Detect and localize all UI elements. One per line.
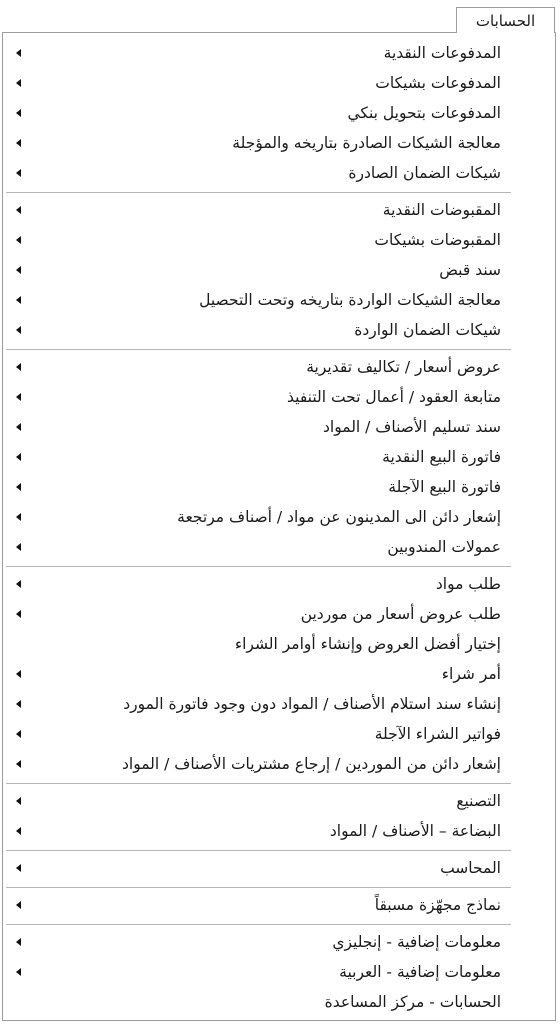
submenu-arrow-icon (16, 700, 21, 708)
menu-separator (6, 850, 511, 851)
submenu-arrow-icon (16, 483, 21, 491)
submenu-arrow-icon (16, 543, 21, 551)
menu-item-label: إشعار دائن من الموردين / إرجاع مشتريات الأصناف / المواد (121, 755, 501, 773)
menu-item[interactable] (3, 569, 555, 599)
menu-item-label: فاتورة البيع الآجلة (388, 478, 501, 496)
menu-item[interactable] (3, 816, 555, 846)
menu-item-label: معالجة الشيكات الصادرة بتاريخه والمؤجلة (232, 134, 501, 152)
menu-item-label: التصنيع (456, 792, 501, 810)
menu-item-label: طلب عروض أسعار من موردين (300, 605, 501, 623)
menu-item-label: الحسابات - مركز المساعدة (324, 993, 501, 1011)
menu-item[interactable] (3, 957, 555, 987)
menu-item-label: عروض أسعار / تكاليف تقديرية (306, 358, 501, 376)
submenu-arrow-icon (16, 610, 21, 618)
menu-item-label: المدفوعات بتحويل بنكي (347, 104, 501, 122)
menu-item[interactable] (3, 225, 555, 255)
menu-item[interactable] (3, 659, 555, 689)
menu-item[interactable] (3, 315, 555, 345)
menu-item-label: إنشاء سند استلام الأصناف / المواد دون وجود فاتورة المورد (123, 695, 501, 713)
submenu-arrow-icon (16, 206, 21, 214)
menu-item-label: إختيار أفضل العروض وإنشاء أوامر الشراء (234, 635, 501, 653)
submenu-arrow-icon (16, 296, 21, 304)
menu-item[interactable] (3, 412, 555, 442)
menu-item-label: المحاسب (440, 859, 501, 877)
menu-item[interactable] (3, 629, 555, 659)
menu-item[interactable] (3, 786, 555, 816)
menu-separator (6, 783, 511, 784)
submenu-arrow-icon (16, 393, 21, 401)
submenu-arrow-icon (16, 938, 21, 946)
submenu-arrow-icon (16, 827, 21, 835)
menu-item[interactable] (3, 599, 555, 629)
submenu-arrow-icon (16, 49, 21, 57)
menu-item[interactable] (3, 98, 555, 128)
submenu-arrow-icon (16, 580, 21, 588)
submenu-arrow-icon (16, 730, 21, 738)
submenu-arrow-icon (16, 139, 21, 147)
menu-item-label: سند تسليم الأصناف / المواد (323, 418, 501, 436)
submenu-arrow-icon (16, 79, 21, 87)
submenu-arrow-icon (16, 109, 21, 117)
menu-item[interactable] (3, 689, 555, 719)
menu-tab-accounts[interactable] (456, 7, 555, 33)
menu-tab-label: الحسابات (475, 11, 536, 30)
menu-item[interactable] (3, 38, 555, 68)
menu-item[interactable] (3, 749, 555, 779)
menu-item-label: المقبوضات بشيكات (374, 231, 501, 249)
menu-item[interactable] (3, 853, 555, 883)
menu-item-label: شيكات الضمان الواردة (354, 321, 501, 339)
menu-item-label: معالجة الشيكات الواردة بتاريخه وتحت التحصيل (199, 291, 501, 309)
menu-item[interactable] (3, 719, 555, 749)
menu-item-label: المدفوعات بشيكات (375, 74, 501, 92)
menu-separator (6, 887, 511, 888)
accounts-dropdown-menu (2, 32, 556, 1021)
menu-separator (6, 349, 511, 350)
menu-item-label: متابعة العقود / أعمال تحت التنفيذ (287, 388, 501, 406)
menu-item[interactable] (3, 285, 555, 315)
menu-item-label: عمولات المندوبين (387, 538, 501, 556)
menu-item-label: البضاعة – الأصناف / المواد (329, 822, 501, 840)
menu-item-label: نماذج مجهّزة مسبقاً (374, 896, 501, 914)
menu-item[interactable] (3, 927, 555, 957)
submenu-arrow-icon (16, 901, 21, 909)
menu-item-label: سند قبض (439, 261, 501, 279)
submenu-arrow-icon (16, 968, 21, 976)
menu-item-label: المقبوضات النقدية (382, 201, 501, 219)
submenu-arrow-icon (16, 760, 21, 768)
submenu-arrow-icon (16, 513, 21, 521)
menu-item[interactable] (3, 255, 555, 285)
menu-item[interactable] (3, 987, 555, 1017)
menu-item-label: طلب مواد (435, 575, 501, 593)
menu-item-label: فواتير الشراء الآجلة (374, 725, 501, 743)
menu-item[interactable] (3, 128, 555, 158)
menu-item[interactable] (3, 890, 555, 920)
menu-item-label: معلومات إضافية - إنجليزي (332, 933, 501, 951)
menu-item-label: أمر شراء (441, 665, 501, 683)
menu-item[interactable] (3, 502, 555, 532)
menu-item[interactable] (3, 352, 555, 382)
menu-separator (6, 192, 511, 193)
menu-item-label: إشعار دائن الى المدينون عن مواد / أصناف مرتجعة (177, 508, 501, 526)
submenu-arrow-icon (16, 266, 21, 274)
menu-item[interactable] (3, 195, 555, 225)
menu-item-label: شيكات الضمان الصادرة (348, 164, 501, 182)
submenu-arrow-icon (16, 797, 21, 805)
menu-item[interactable] (3, 382, 555, 412)
menu-item[interactable] (3, 158, 555, 188)
submenu-arrow-icon (16, 453, 21, 461)
menu-item[interactable] (3, 532, 555, 562)
submenu-arrow-icon (16, 423, 21, 431)
menu-item[interactable] (3, 68, 555, 98)
submenu-arrow-icon (16, 236, 21, 244)
submenu-arrow-icon (16, 670, 21, 678)
submenu-arrow-icon (16, 326, 21, 334)
menu-item[interactable] (3, 442, 555, 472)
submenu-arrow-icon (16, 363, 21, 371)
menu-item-label: معلومات إضافية - العربية (339, 963, 501, 981)
menu-item-label: فاتورة البيع النقدية (382, 448, 501, 466)
menu-item[interactable] (3, 472, 555, 502)
submenu-arrow-icon (16, 864, 21, 872)
menu-item-label: المدفوعات النقدية (383, 44, 501, 62)
menu-separator (6, 566, 511, 567)
submenu-arrow-icon (16, 169, 21, 177)
menu-separator (6, 924, 511, 925)
